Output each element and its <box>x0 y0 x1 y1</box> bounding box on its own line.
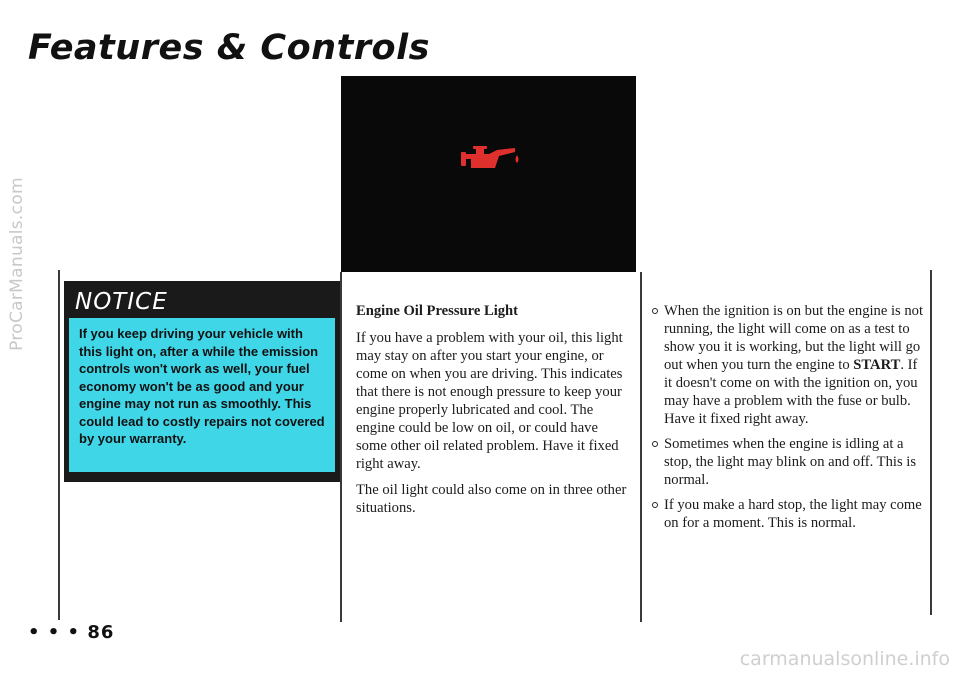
indicator-panel <box>341 76 636 272</box>
notice-label: NOTICE <box>75 289 168 315</box>
bottom-watermark: carmanualsonline.info <box>739 648 950 670</box>
page-number-dots: • • • <box>28 622 81 643</box>
paragraph: The oil light could also come on in three other situations. <box>356 482 627 516</box>
middle-column <box>356 302 632 525</box>
list-item <box>652 496 928 532</box>
bullet-text: . If it doesn't come on with the ignition on, you may have a problem with the fuse or bulb. Have it fixed right away. <box>664 357 918 427</box>
bullet-icon <box>652 502 658 508</box>
right-column <box>652 302 928 539</box>
bullet-icon <box>652 308 658 314</box>
page-title: Features & Controls <box>28 28 430 68</box>
side-watermark: ProCarManuals.com <box>7 177 27 351</box>
bullet-list <box>652 302 928 532</box>
middle-column-rule <box>340 272 342 622</box>
paragraph: If you have a problem with your oil, this light may stay on after you start your engine, or come on when you are driving. This indicates that there is not enough pressure to keep your engine properly lubricated and cool. The engine could be low on oil, or could have some other oil related problem. Have it fixed right away. <box>356 330 623 472</box>
right-column-rule <box>640 272 642 622</box>
bullet-text: Sometimes when the engine is idling at a stop, the light may blink on and off. This is normal. <box>664 436 917 488</box>
bullet-text: When the ignition is on but the engine is not running, the light will come on as a test to show you it is working, but the light will go out when you turn the engine to <box>664 303 924 373</box>
bullet-text: If you make a hard stop, the light may come on for a moment. This is normal. <box>664 497 922 531</box>
left-column-rule <box>58 270 60 620</box>
oil-can-icon <box>459 142 521 176</box>
bullet-icon <box>652 441 658 447</box>
page-number-block <box>28 622 114 643</box>
list-item <box>652 435 928 489</box>
section-heading: Engine Oil Pressure Light <box>356 303 519 319</box>
list-item <box>652 302 928 428</box>
far-right-rule <box>930 270 932 615</box>
notice-body: If you keep driving your vehicle with this light on, after a while the emission controls won't work as well, your fuel economy won't be as good and your engine may not run as smoothly. This could lead to costly repairs not covered by your warranty. <box>69 318 335 472</box>
start-keyword: START <box>853 357 901 373</box>
notice-box <box>64 281 340 482</box>
page-number: 86 <box>87 622 115 643</box>
